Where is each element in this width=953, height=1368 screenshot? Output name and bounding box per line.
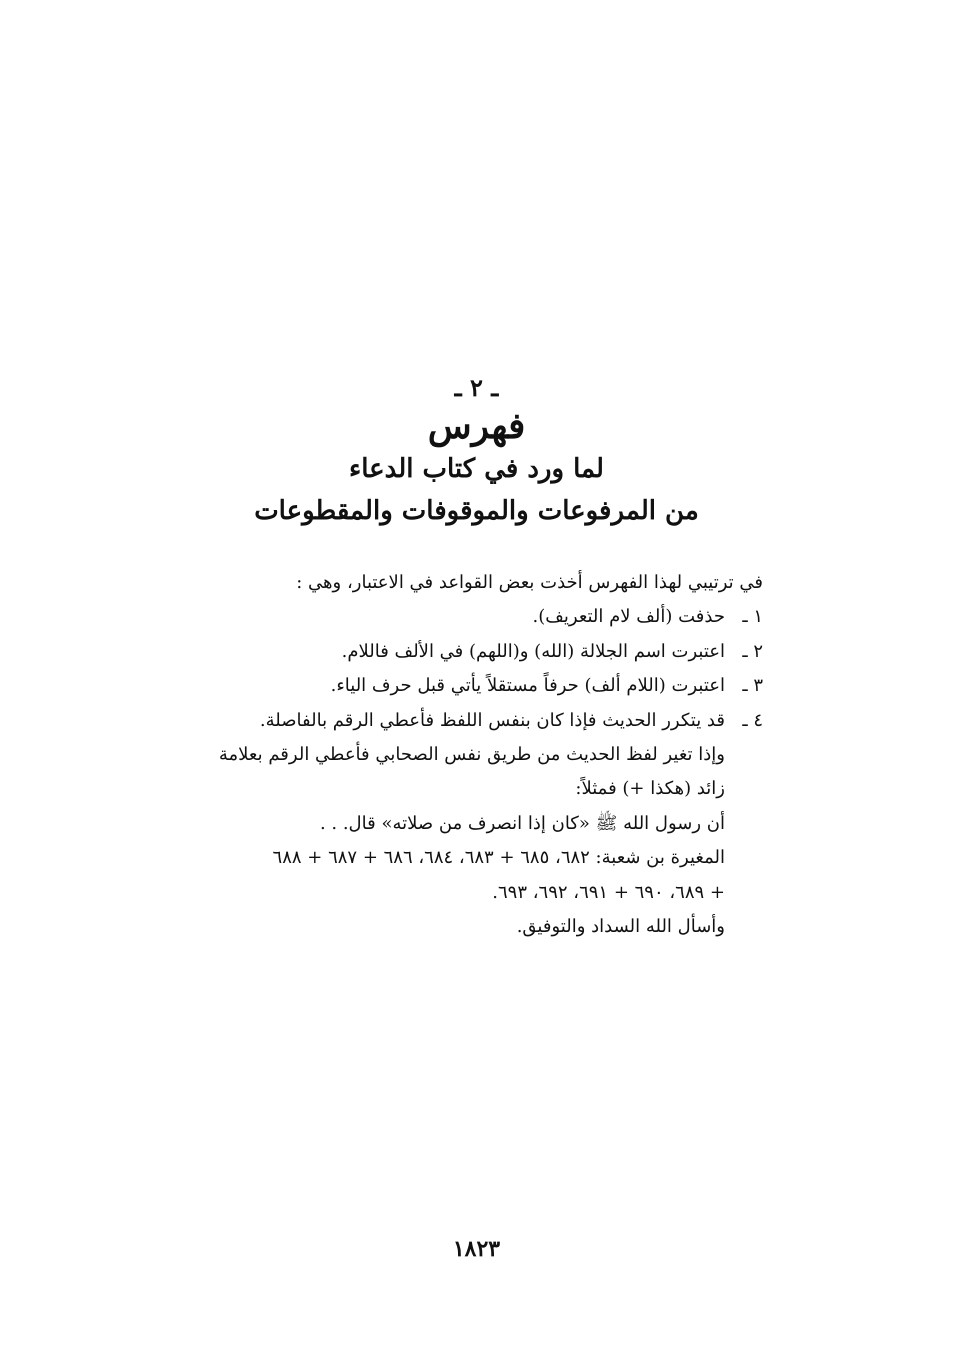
rule-text: حذفت (ألف لام التعريف).	[532, 606, 725, 628]
rule-number: ٢ ـ	[742, 640, 763, 662]
example-numbers-line: المغيرة بن شعبة: ٦٨٢، ٦٨٥ + ٦٨٣، ٦٨٤، ٦٨٦ + ٦٨٧ + ٦٨٨	[272, 847, 725, 869]
page-subtitle-line-1: لما ورد في كتاب الدعاء	[349, 454, 604, 484]
intro-paragraph: في ترتيبي لهذا الفهرس أخذت بعض القواعد في الاعتبار، وهي :	[296, 572, 763, 593]
rule-text: اعتبرت اسم الجلالة (الله) و(اللهم) في الألف فاللام.	[341, 640, 725, 662]
body-text	[163, 566, 763, 944]
section-number: ـ ٢ ـ	[454, 373, 499, 402]
rule-text: قد يتكرر الحديث فإذا كان بنفس اللفظ فأعطي الرقم بالفاصلة.	[259, 709, 725, 731]
rule-number: ٣ ـ	[742, 675, 763, 697]
page-subtitle-line-2: من المرفوعات والموقوفات والمقطوعات	[254, 496, 699, 526]
rule-number: ١ ـ	[742, 606, 763, 628]
closing-line: وأسأل الله السداد والتوفيق.	[516, 916, 725, 938]
continuation-line: زائد (هكذا +) فمثلاً:	[575, 778, 725, 800]
page-title: فهرس	[427, 405, 526, 447]
example-hadith-line: أن رسول الله ﷺ «كان إذا انصرف من صلاته» قال. . .	[319, 812, 725, 834]
rule-item	[163, 600, 763, 634]
rule-item	[163, 635, 763, 669]
continuation-line: وإذا تغير لفظ الحديث من طريق نفس الصحابي فأعطي الرقم بعلامة	[218, 744, 725, 766]
rule-item	[163, 704, 763, 738]
rule-text: اعتبرت (اللام ألف) حرفاً مستقلاً يأتي قبل حرف الياء.	[330, 675, 725, 697]
page-header	[0, 372, 953, 532]
example-numbers-line: + ٦٨٩، ٦٩٠ + ٦٩١، ٦٩٢، ٦٩٣.	[492, 881, 725, 903]
page-number: ١٨٢٣	[452, 1236, 501, 1262]
rule-item	[163, 669, 763, 703]
rule-number: ٤ ـ	[742, 709, 763, 731]
